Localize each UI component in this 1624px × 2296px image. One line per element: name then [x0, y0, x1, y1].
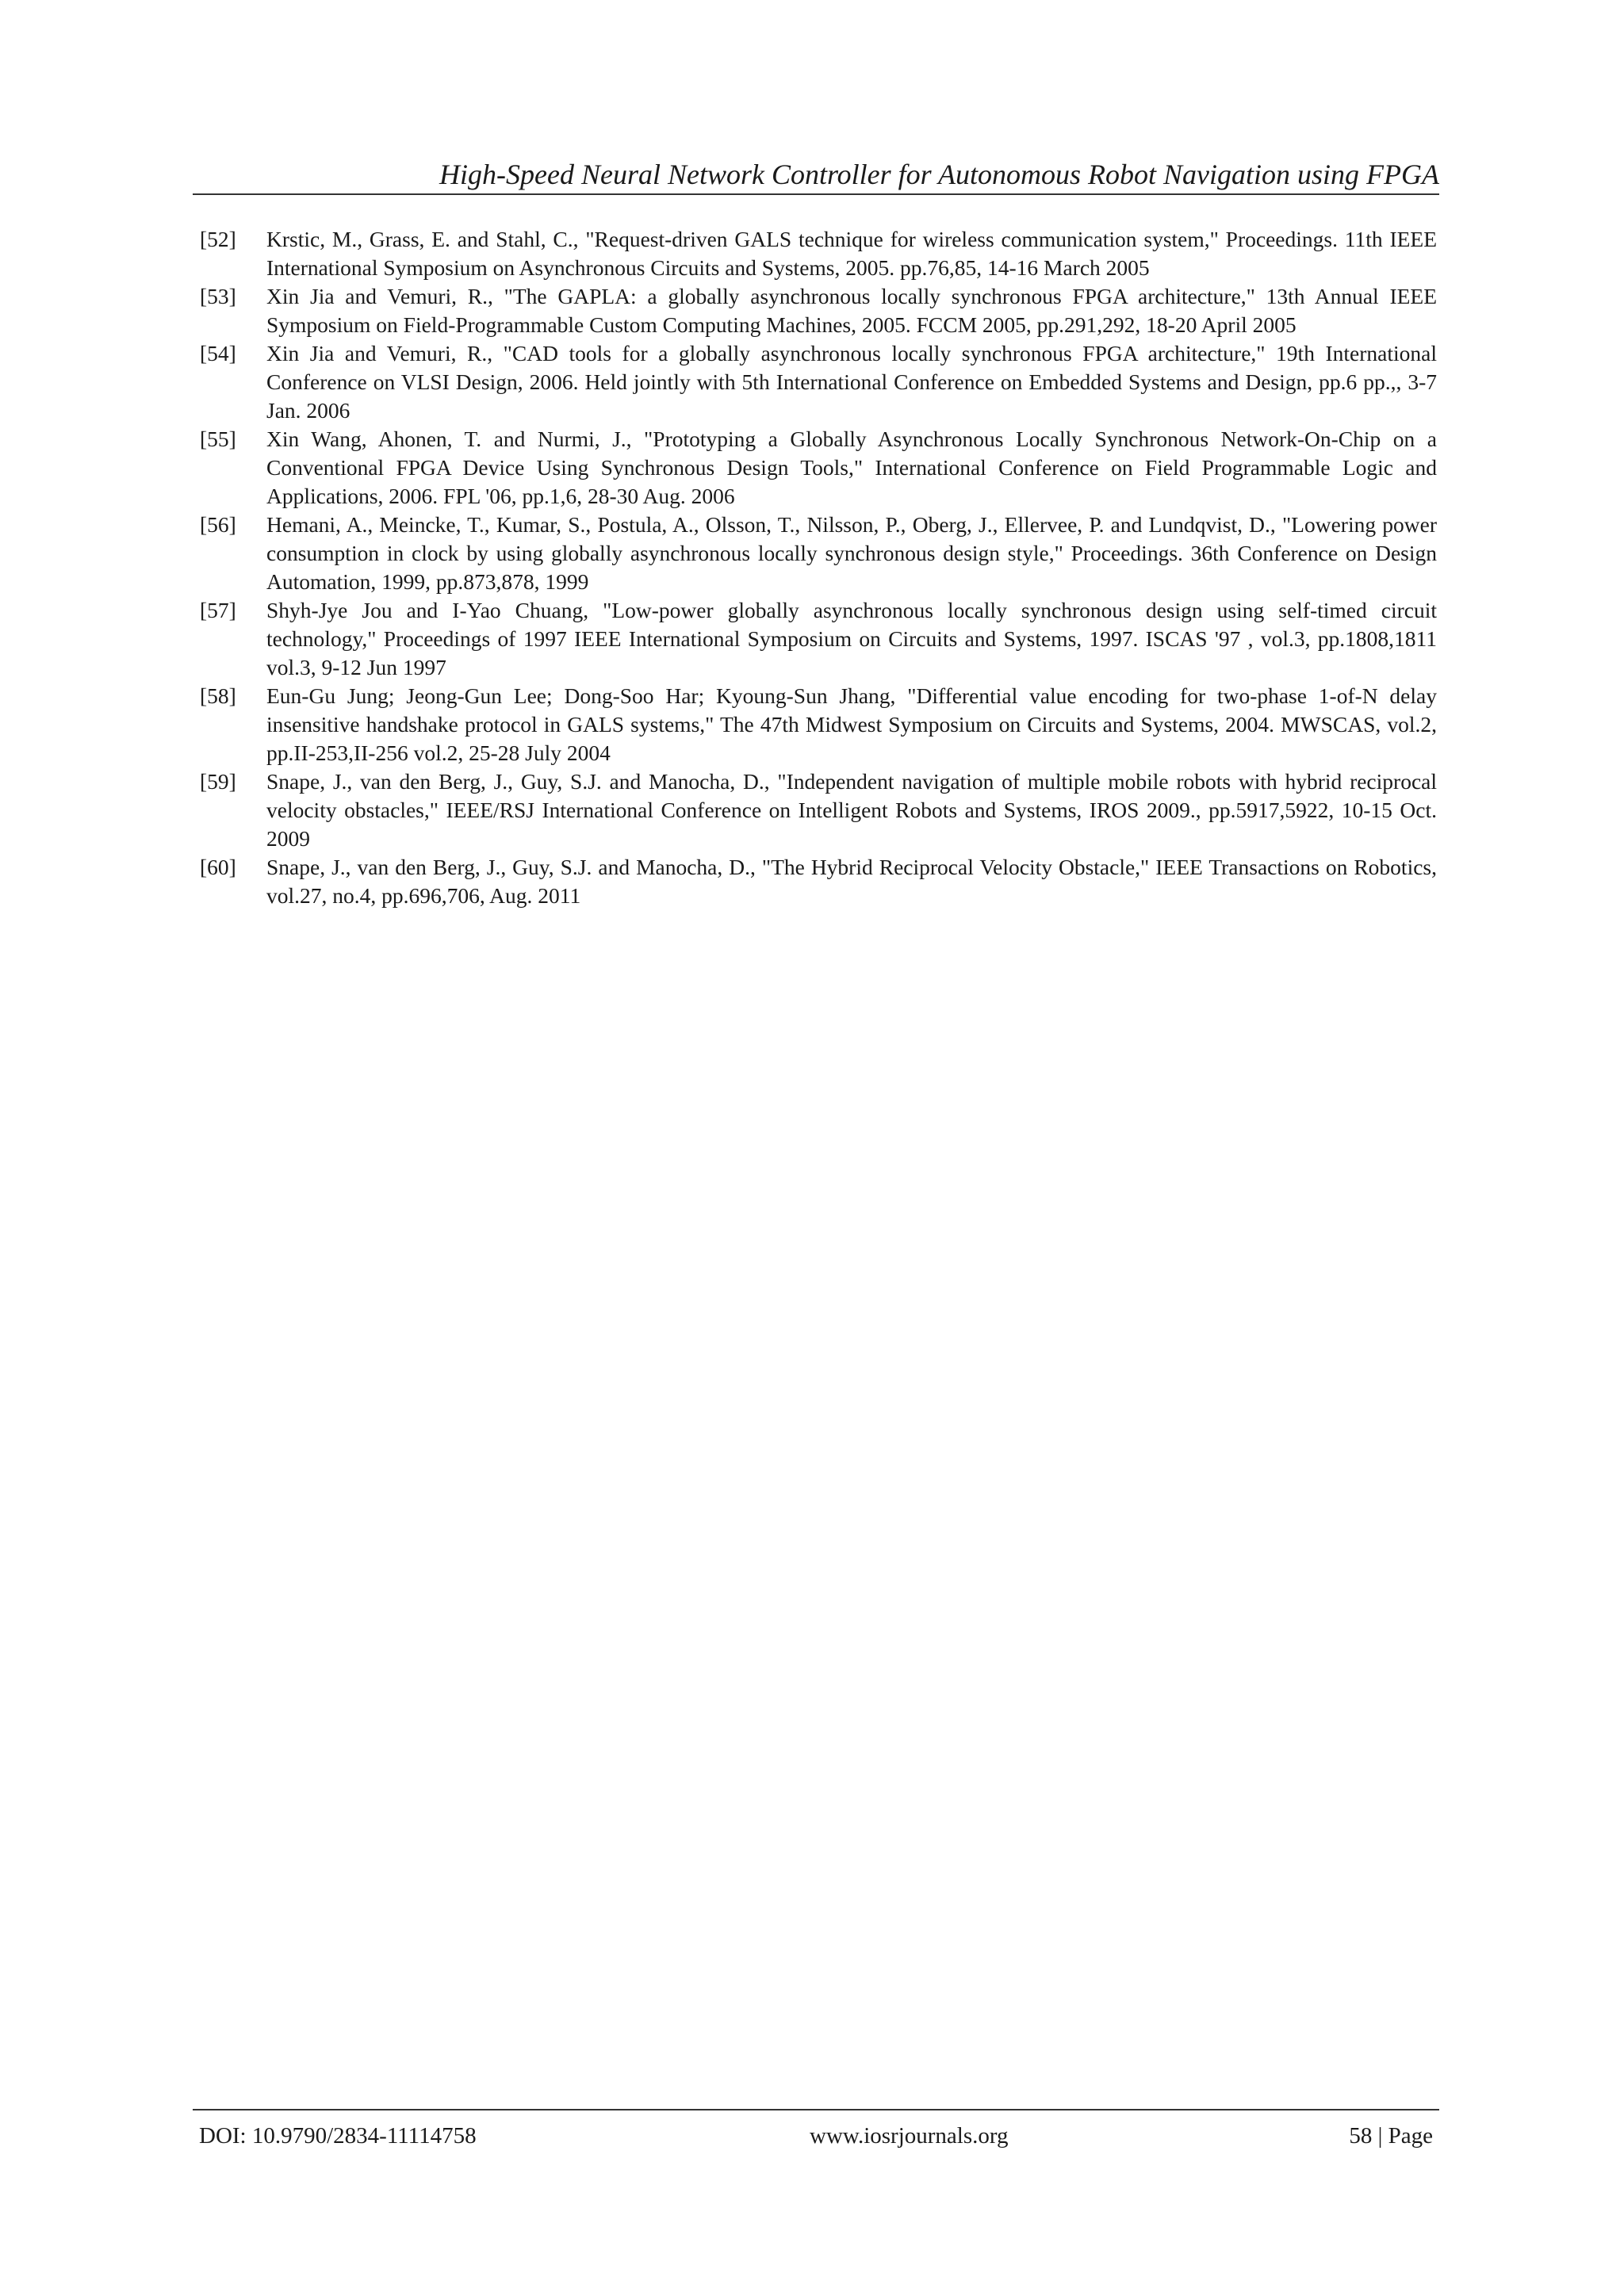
reference-item [200, 282, 1437, 339]
reference-text: Eun-Gu Jung; Jeong-Gun Lee; Dong-Soo Har; Kyoung-Sun Jhang, "Differential value encoding for two-phase 1-of-N delay insensitive handshake protocol in GALS systems," The 47th Midwest Symposium on Circuits and Systems, 2004. MWSCAS, vol.2, pp.II-253,II-256 vol.2, 25-28 July 2004 [266, 683, 1437, 765]
reference-item [200, 339, 1437, 425]
page-number: 58 | Page [1349, 2123, 1433, 2149]
reference-number: [55] [200, 427, 236, 451]
reference-text: Krstic, M., Grass, E. and Stahl, C., "Request-driven GALS technique for wireless communication system," Proceedings. 11th IEEE International Symposium on Asynchronous Circuits and Systems, 2005. pp.76,85, 14-16 March 2005 [266, 227, 1437, 280]
page-footer [193, 2109, 1439, 2166]
running-title: High-Speed Neural Network Controller for Autonomous Robot Navigation using FPGA [439, 159, 1439, 190]
reference-text: Xin Jia and Vemuri, R., "The GAPLA: a globally asynchronous locally synchronous FPGA architecture," 13th Annual IEEE Symposium on Field-Programmable Custom Computing Machines, 2005. FCCM 2005, pp.291,292, 18-20 April 2005 [266, 284, 1437, 337]
reference-text: Snape, J., van den Berg, J., Guy, S.J. and Manocha, D., "The Hybrid Reciprocal Velocity Obstacle," IEEE Transactions on Robotics, vol.27, no.4, pp.696,706, Aug. 2011 [266, 855, 1437, 908]
reference-number: [54] [200, 341, 236, 365]
reference-text: Xin Jia and Vemuri, R., "CAD tools for a globally asynchronous locally synchronous FPGA architecture," 19th International Conference on VLSI Design, 2006. Held jointly with 5th International Conference on Embedded Systems and Design, pp.6 pp.,, 3-7 Jan. 2006 [266, 341, 1437, 423]
reference-number: [60] [200, 855, 236, 879]
reference-number: [56] [200, 512, 236, 537]
reference-number: [53] [200, 284, 236, 308]
reference-item [200, 511, 1437, 596]
reference-item [200, 225, 1437, 282]
reference-item [200, 682, 1437, 767]
reference-list [200, 225, 1437, 910]
reference-text: Xin Wang, Ahonen, T. and Nurmi, J., "Prototyping a Globally Asynchronous Locally Synchronous Network-On-Chip on a Conventional FPGA Device Using Synchronous Design Tools," International Conference on Field Programmable Logic and Applications, 2006. FPL '06, pp.1,6, 28-30 Aug. 2006 [266, 427, 1437, 508]
reference-item [200, 425, 1437, 511]
doi-label: DOI: 10.9790/2834-11114758 [199, 2123, 477, 2149]
reference-number: [58] [200, 683, 236, 708]
reference-text: Snape, J., van den Berg, J., Guy, S.J. and Manocha, D., "Independent navigation of multiple mobile robots with hybrid reciprocal velocity obstacles," IEEE/RSJ International Conference on Intelligent Robots and Systems, IROS 2009., pp.5917,5922, 10-15 Oct. 2009 [266, 769, 1437, 851]
reference-text: Shyh-Jye Jou and I-Yao Chuang, "Low-power globally asynchronous locally synchronous design using self-timed circuit technology," Proceedings of 1997 IEEE International Symposium on Circuits and Systems, 1997. ISCAS '97 , vol.3, pp.1808,1811 vol.3, 9-12 Jun 1997 [266, 598, 1437, 679]
reference-number: [59] [200, 769, 236, 794]
journal-website: www.iosrjournals.org [810, 2123, 1009, 2149]
reference-item [200, 596, 1437, 682]
reference-item [200, 853, 1437, 910]
page-header [193, 152, 1439, 195]
reference-item [200, 767, 1437, 853]
reference-number: [52] [200, 227, 236, 251]
reference-number: [57] [200, 598, 236, 622]
reference-text: Hemani, A., Meincke, T., Kumar, S., Postula, A., Olsson, T., Nilsson, P., Oberg, J., Ellervee, P. and Lundqvist, D., "Lowering power consumption in clock by using globally asynchronous locally synchronous design style," Proceedings. 36th Conference on Design Automation, 1999, pp.873,878, 1999 [266, 512, 1437, 594]
